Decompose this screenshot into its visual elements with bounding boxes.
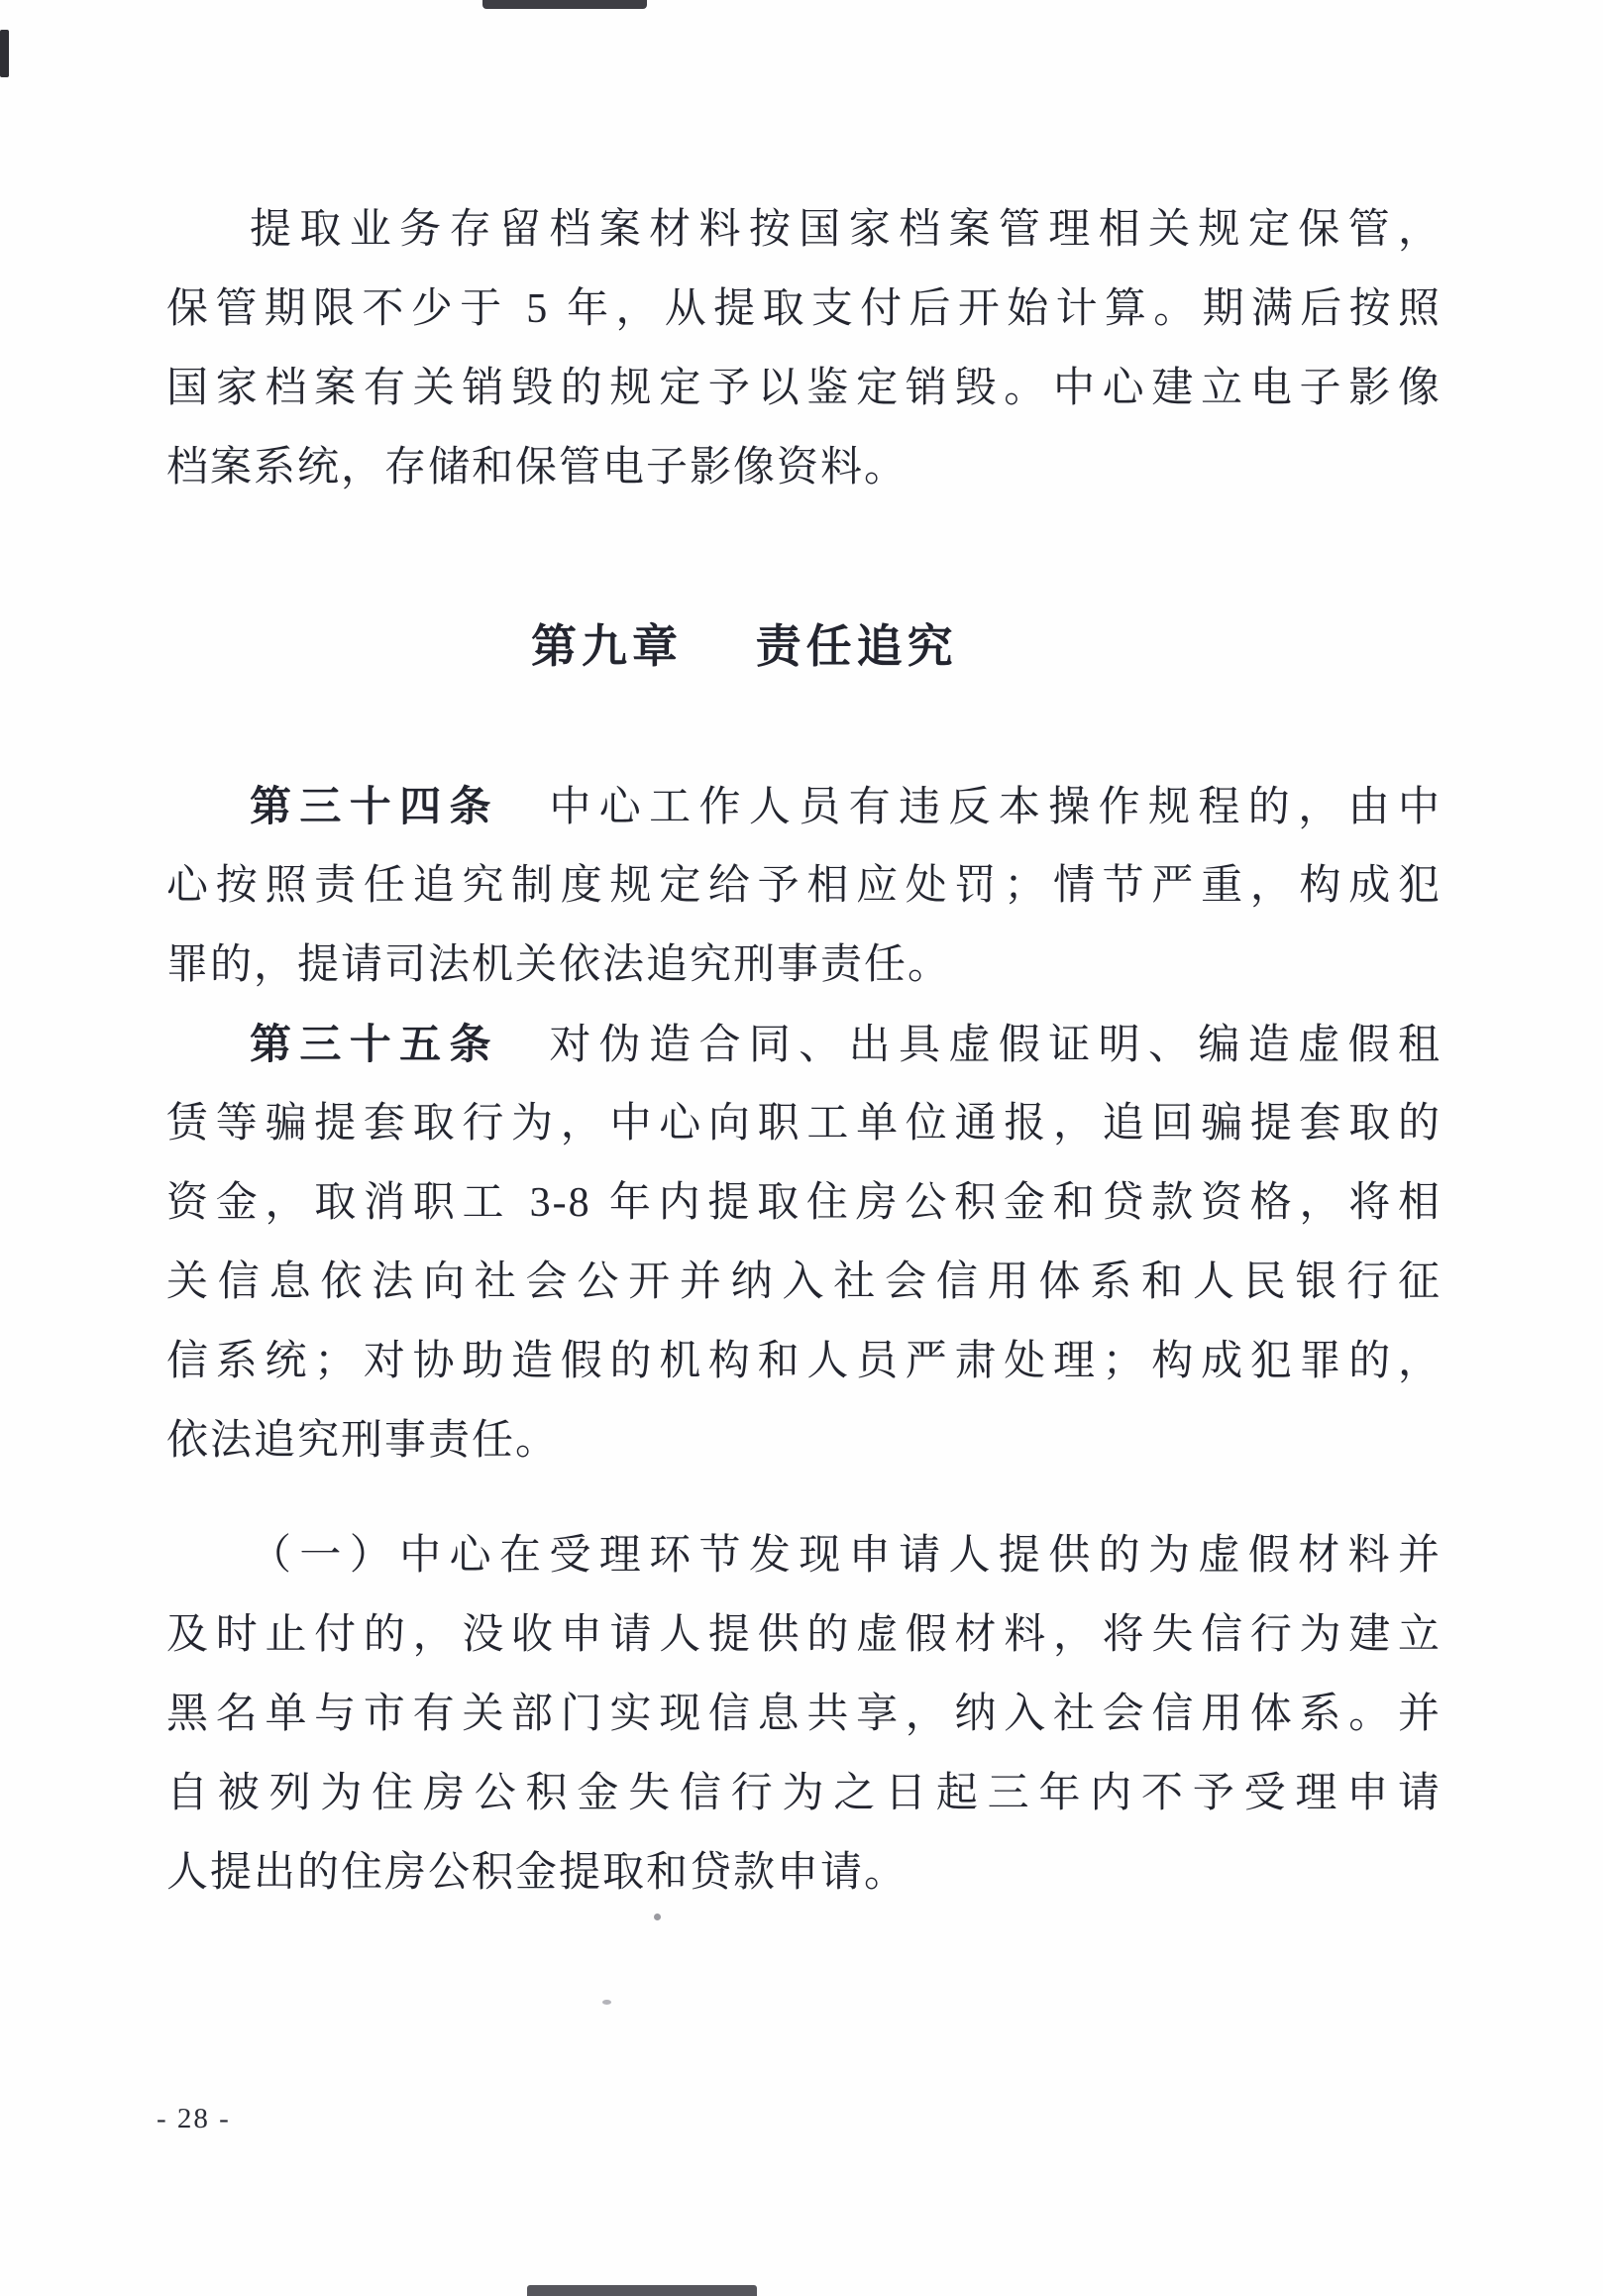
text-line: 国家档案有关销毁的规定予以鉴定销毁。中心建立电子影像 — [166, 366, 1442, 411]
text-line: （一）中心在受理环节发现申请人提供的为虚假材料并 — [250, 1533, 1442, 1579]
article-34-lead: 第三十四条 — [250, 783, 499, 829]
text-line: 资金，取消职工 3-8 年内提取住房公积金和贷款资格，将相 — [166, 1180, 1442, 1226]
scan-artifact-speck — [654, 1913, 661, 1920]
chapter-number: 第九章 — [531, 620, 683, 672]
page-number: - 28 - — [157, 2103, 231, 2134]
text-line: 罪的，提请司法机关依法追究刑事责任。 — [166, 942, 952, 988]
text-line: 关信息依法向社会公开并纳入社会信用体系和人民银行征 — [166, 1259, 1442, 1305]
article-35-first-line: 对伪造合同、出具虚假证明、编造虚假租 — [498, 1023, 1442, 1068]
text-line: 档案系统，存储和保管电子影像资料。 — [166, 445, 908, 491]
article-35 — [166, 1005, 1442, 1480]
text-line: 自被列为住房公积金失信行为之日起三年内不予受理申请 — [166, 1771, 1442, 1816]
text-line: 提取业务存留档案材料按国家档案管理相关规定保管， — [250, 207, 1442, 253]
article-34-first-line: 中心工作人员有违反本操作规程的，由中 — [498, 785, 1442, 830]
text-line: 人提出的住房公积金提取和贷款申请。 — [166, 1850, 908, 1896]
scan-artifact-left-edge-mark — [0, 30, 9, 77]
text-line: 保管期限不少于 5 年，从提取支付后开始计算。期满后按照 — [166, 286, 1442, 332]
text-line: 心按照责任追究制度规定给予相应处罚；情节严重，构成犯 — [166, 863, 1442, 909]
paragraph-archive — [166, 190, 1442, 507]
article-34 — [166, 767, 1442, 1005]
text-line — [166, 1005, 1442, 1084]
chapter-heading — [531, 606, 958, 686]
scan-artifact-bottom-bar — [527, 2285, 757, 2296]
article-35-lead: 第三十五条 — [250, 1021, 499, 1067]
scan-artifact-top-smudge — [482, 0, 647, 9]
text-line: 赁等骗提套取行为，中心向职工单位通报，追回骗提套取的 — [166, 1101, 1442, 1147]
text-line: 信系统；对协助造假的机构和人员严肃处理；构成犯罪的， — [166, 1339, 1442, 1384]
chapter-title: 责任追究 — [755, 620, 958, 672]
text-line: 及时止付的，没收申请人提供的虚假材料，将失信行为建立 — [166, 1612, 1442, 1658]
text-line: 依法追究刑事责任。 — [166, 1418, 560, 1464]
text-line: 黑名单与市有关部门实现信息共享，纳入社会信用体系。并 — [166, 1692, 1442, 1737]
text-line — [166, 767, 1442, 846]
scan-artifact-speck — [602, 2000, 611, 2005]
item-one — [166, 1516, 1442, 1913]
